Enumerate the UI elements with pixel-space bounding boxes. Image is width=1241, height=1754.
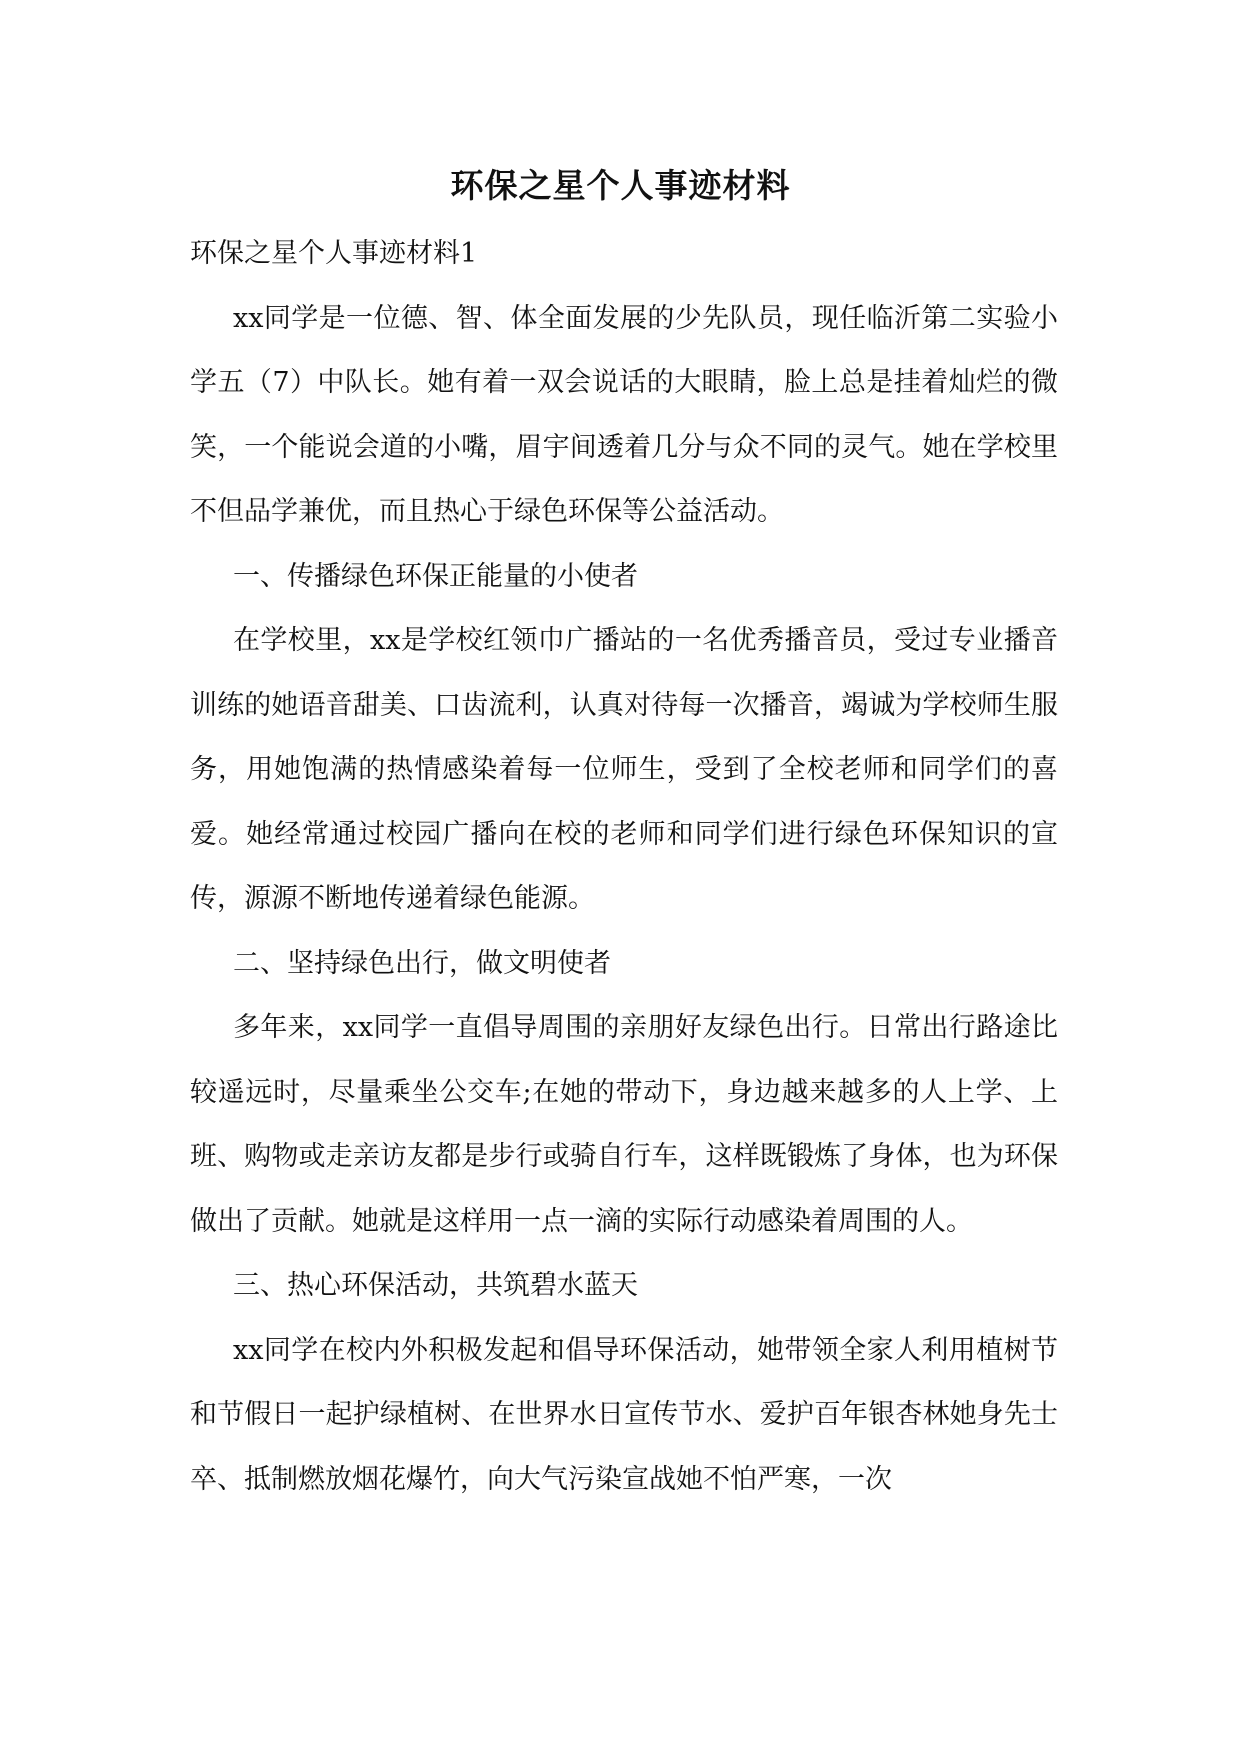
section-paragraph-1: 在学校里，xx是学校红领巾广播站的一名优秀播音员，受过专业播音训练的她语音甜美、口齿流利，认真对待每一次播音，竭诚为学校师生服务，用她饱满的热情感染着每一位师生，受到了全校老师和同学们的喜爱。她经常通过校园广播向在校的老师和同学们进行绿色环保知识的宣传，源源不断地传递着绿色能源。 [190,625,1058,914]
section-paragraph-2: 多年来，xx同学一直倡导周围的亲朋好友绿色出行。日常出行路途比较遥远时，尽量乘坐公交车;在她的带动下，身边越来越多的人上学、上班、购物或走亲访友都是步行或骑自行车，这样既锻炼了身体，也为环保做出了贡献。她就是这样用一点一滴的实际行动感染着周围的人。 [190,1012,1058,1237]
section-heading-2: 二、坚持绿色出行，做文明使者 [233,947,611,979]
section-heading-3: 三、热心环保活动，共筑碧水蓝天 [233,1270,638,1301]
intro-paragraph: xx同学是一位德、智、体全面发展的少先队员，现任临沂第二实验小学五（7）中队长。她有着一双会说话的大眼睛，脸上总是挂着灿烂的微笑，一个能说会道的小嘴，眉宇间透着几分与众不同的灵气。她在学校里不但品学兼优，而且热心于绿色环保等公益活动。 [190,302,1058,527]
section-paragraph-3: xx同学在校内外积极发起和倡导环保活动，她带领全家人利用植树节和节假日一起护绿植树、在世界水日宣传节水、爱护百年银杏林她身先士卒、抵制燃放烟花爆竹，向大气污染宣战她不怕严寒，一次 [190,1334,1058,1495]
section-heading-1: 一、传播绿色环保正能量的小使者 [233,560,638,592]
subtitle-paragraph: 环保之星个人事迹材料1 [190,238,478,269]
document-body [190,222,1058,1512]
document-title: 环保之星个人事迹材料 [450,166,791,205]
